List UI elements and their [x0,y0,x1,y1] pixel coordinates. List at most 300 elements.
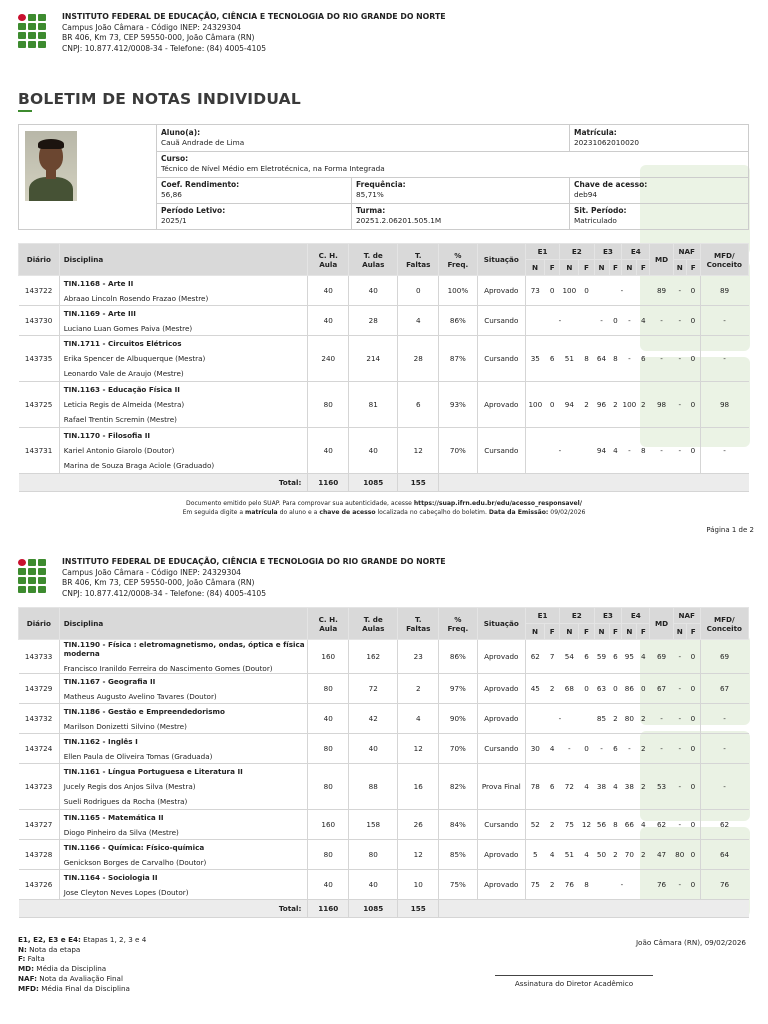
naf-grade: - [673,810,686,840]
discipline-name: TIN.1711 - Circuitos Elétricos [63,339,182,348]
e1-e2-grades: - [525,306,594,336]
e1-faltas: 2 [545,674,560,704]
media-disciplina: 98 [650,382,674,428]
e2-faltas: 6 [579,640,594,674]
total-aulas: 1085 [349,474,398,492]
legend-item: MFD: Média Final da Disciplina [18,983,130,993]
carga-horaria: 240 [308,336,349,382]
carga-horaria: 80 [308,764,349,810]
e1-grade: 45 [525,674,544,704]
frequency-percent: 90% [439,704,478,734]
carga-horaria: 80 [308,382,349,428]
subcol-n: N [560,624,579,640]
e2-faltas: 2 [579,382,594,428]
situation: Prova Final [477,764,525,810]
col-situacao: Situação [477,608,525,640]
professor-name: Marilson Donizetti Silvino (Mestre) [63,721,187,731]
table-row [19,704,749,734]
total-faltas: 10 [398,870,439,900]
period-cell [157,203,229,229]
total-aulas: 28 [349,306,398,336]
subcol-n: N [673,260,686,276]
discipline-cell [59,428,308,474]
e1-faltas: 4 [545,734,560,764]
e1-grade: 75 [525,870,544,900]
naf-grade: - [673,428,686,474]
carga-horaria: 40 [308,428,349,474]
total-aulas: 214 [349,336,398,382]
grades-table-page-2 [18,607,749,918]
diario-code: 143733 [19,640,60,674]
professor-name: Sueli Rodrigues da Rocha (Mestra) [63,797,188,806]
carga-horaria: 40 [308,276,349,306]
subcol-n: N [594,260,609,276]
subcol-n: N [560,260,579,276]
coef-cell [157,177,243,203]
e2-faltas: 12 [579,810,594,840]
subcol-f: F [579,260,594,276]
discipline-name: TIN.1163 - Educação Física II [63,385,180,394]
col-disciplina: Disciplina [59,244,308,276]
naf-faltas: 0 [686,674,700,704]
legend-item: NAF: Nota da Avaliação Final [18,973,123,983]
media-disciplina: 47 [650,840,674,870]
subcol-f: F [545,624,560,640]
e4-faltas: 4 [637,640,650,674]
e1-faltas: 2 [545,810,560,840]
e4-faltas: 2 [637,704,650,734]
media-final: 64 [700,840,748,870]
situation: Aprovado [477,870,525,900]
col-md: MD [650,608,674,640]
course-value: Técnico de Nível Médio em Eletrotécnica, na Forma Integrada [161,164,385,173]
discipline-name: TIN.1168 - Arte II [63,278,134,288]
student-info-box [18,124,749,230]
col-e1: E1 [525,608,559,624]
total-label: Total: [59,900,308,918]
discipline-name: TIN.1170 - Filosofia II [63,431,151,440]
media-disciplina: 53 [650,764,674,810]
media-final: 67 [700,674,748,704]
e4-faltas: 2 [637,734,650,764]
ifrn-logo [18,559,48,595]
professor-name: Luciano Luan Gomes Paiva (Mestre) [63,323,193,333]
professor-name: Jucely Regis dos Anjos Silva (Mestra) [63,782,196,791]
table-row [19,428,749,474]
discipline-name: TIN.1190 - Física : eletromagnetismo, ondas, óptica e física moderna [63,640,305,658]
e2-grade: - [560,734,579,764]
professor-name: Abraao Lincoln Rosendo Frazao (Mestre) [63,293,209,303]
e4-grade: 100 [622,382,637,428]
discipline-name: TIN.1167 - Geografia II [63,676,156,686]
e1-grade: 73 [525,276,544,306]
col-disciplina: Disciplina [59,608,308,640]
professor-name: Kariel Antonio Giarolo (Doutor) [63,446,175,455]
e3-grade: 64 [594,336,609,382]
frequency-percent: 70% [439,734,478,764]
situation: Cursando [477,734,525,764]
diario-code: 143725 [19,382,60,428]
e2-faltas: 8 [579,870,594,900]
e4-grade: - [622,306,637,336]
authenticity-footnote: Documento emitido pelo SUAP. Para comprovar sua autenticidade, acesse https://suap.ifrn.edu.br/edu/acesso_responsavel/ Em seguida digite a matrícula do aluno e a chave de acesso localizada no cabeçalho do boletim. Data da Emissão: 09/02/2026 [182,500,586,516]
total-aulas: 88 [349,764,398,810]
e3-e4-grades: - [594,870,650,900]
col-e1: E1 [525,244,559,260]
diario-code: 143731 [19,428,60,474]
e4-grade: 38 [622,764,637,810]
total-ch: 1160 [308,474,349,492]
e2-faltas: 4 [579,764,594,810]
naf-grade: - [673,382,686,428]
e1-grade: 78 [525,764,544,810]
subcol-n: N [622,260,637,276]
e4-faltas: 4 [637,306,650,336]
frequency-percent: 86% [439,640,478,674]
total-ch: 1160 [308,900,349,918]
naf-faltas: 0 [686,810,700,840]
situation: Aprovado [477,674,525,704]
naf-grade: - [673,870,686,900]
e1-e2-grades: - [525,704,594,734]
frequency-percent: 93% [439,382,478,428]
naf-faltas: 0 [686,382,700,428]
diario-code: 143735 [19,336,60,382]
diario-code: 143730 [19,306,60,336]
e1-faltas: 0 [545,276,560,306]
naf-grade: - [673,704,686,734]
subcol-n: N [525,260,544,276]
class-cell [352,203,445,229]
carga-horaria: 80 [308,674,349,704]
frequency-percent: 87% [439,336,478,382]
professor-name: Jose Cleyton Neves Lopes (Doutor) [63,887,189,897]
media-final: 98 [700,382,748,428]
professor-name: Matheus Augusto Avelino Tavares (Doutor) [63,691,217,701]
professor-name: Rafael Trentin Scremin (Mestre) [63,415,177,424]
e1-faltas: 2 [545,870,560,900]
diario-code: 143728 [19,840,60,870]
total-faltas: 4 [398,306,439,336]
e1-faltas: 6 [545,764,560,810]
e4-faltas: 2 [637,382,650,428]
total-row [19,474,749,492]
situation: Aprovado [477,382,525,428]
e3-faltas: 0 [609,674,622,704]
media-final: - [700,428,748,474]
subcol-f: F [686,624,700,640]
carga-horaria: 40 [308,704,349,734]
total-faltas: 155 [398,474,439,492]
media-disciplina: 62 [650,810,674,840]
coef-value: 56,86 [161,190,182,199]
total-faltas: 6 [398,382,439,428]
situation: Cursando [477,336,525,382]
grades-table-page-1 [18,243,749,492]
carga-horaria: 160 [308,810,349,840]
situation: Cursando [477,810,525,840]
diario-code: 143723 [19,764,60,810]
period-label: Período Letivo: [161,206,226,215]
discipline-name: TIN.1166 - Química: Físico-química [63,842,205,852]
table-row [19,306,749,336]
e3-faltas: 8 [609,336,622,382]
col-mfd: MFD/ Conceito [700,244,748,276]
col-e3: E3 [594,608,622,624]
diario-code: 143729 [19,674,60,704]
carga-horaria: 80 [308,840,349,870]
e4-grade: 66 [622,810,637,840]
discipline-cell [59,382,308,428]
e2-faltas: 8 [579,336,594,382]
discipline-cell [59,336,308,382]
subcol-f: F [609,624,622,640]
media-disciplina: - [650,734,674,764]
e3-grade: - [594,306,609,336]
e2-grade: 75 [560,810,579,840]
suap-link[interactable]: https://suap.ifrn.edu.br/edu/acesso_responsavel/ [413,500,582,507]
frequency-percent: 100% [439,276,478,306]
carga-horaria: 40 [308,870,349,900]
e2-faltas: 0 [579,276,594,306]
discipline-name: TIN.1164 - Sociologia II [63,872,158,882]
e4-grade: - [622,734,637,764]
course-cell [157,151,389,177]
e3-e4-grades: - [594,276,650,306]
e3-faltas: 6 [609,734,622,764]
e4-faltas: 8 [637,428,650,474]
e2-grade: 72 [560,764,579,810]
table-row [19,382,749,428]
discipline-cell [59,276,308,306]
frequency-percent: 70% [439,428,478,474]
student-name-label: Aluno(a): [161,128,201,137]
address-info: BR 406, Km 73, CEP 59550-000, João Câmara (RN) [62,578,255,587]
e2-faltas: 0 [579,734,594,764]
total-faltas: 2 [398,674,439,704]
subcol-f: F [686,260,700,276]
frequency-percent: 84% [439,810,478,840]
discipline-name: TIN.1169 - Arte III [63,308,136,318]
situation: Aprovado [477,704,525,734]
e1-grade: 30 [525,734,544,764]
address-info: BR 406, Km 73, CEP 59550-000, João Câmara (RN) [62,33,255,42]
col-ch: C. H. Aula [308,608,349,640]
table-row [19,336,749,382]
media-final: 62 [700,810,748,840]
naf-grade: - [673,336,686,382]
col-freq: % Freq. [439,244,478,276]
e4-grade: 86 [622,674,637,704]
institution-name: INSTITUTO FEDERAL DE EDUCAÇÃO, CIÊNCIA E TECNOLOGIA DO RIO GRANDE DO NORTE [62,557,446,566]
media-disciplina: - [650,336,674,382]
coef-label: Coef. Rendimento: [161,180,240,189]
course-label: Curso: [161,154,189,163]
discipline-cell [59,306,308,336]
total-aulas: 40 [349,276,398,306]
naf-grade: - [673,276,686,306]
frequency-label: Frequência: [356,180,406,189]
e3-faltas: 4 [609,428,622,474]
col-naf: NAF [673,244,700,260]
e3-grade: 63 [594,674,609,704]
discipline-name: TIN.1161 - Língua Portuguesa e Literatura II [63,767,243,776]
discipline-cell [59,704,308,734]
subcol-f: F [637,624,650,640]
col-faltas: T. Faltas [398,244,439,276]
period-status-label: Sit. Período: [574,206,627,215]
media-disciplina: 76 [650,870,674,900]
total-aulas: 40 [349,870,398,900]
discipline-name: TIN.1162 - Inglês I [63,736,138,746]
e3-grade: 85 [594,704,609,734]
frequency-cell [352,177,410,203]
e2-grade: 100 [560,276,579,306]
e4-grade: 80 [622,704,637,734]
e3-faltas: 2 [609,840,622,870]
class-label: Turma: [356,206,386,215]
media-final: 89 [700,276,748,306]
e1-e2-grades: - [525,428,594,474]
subcol-n: N [594,624,609,640]
total-faltas: 12 [398,840,439,870]
frequency-percent: 97% [439,674,478,704]
e1-grade: 5 [525,840,544,870]
naf-faltas: 0 [686,336,700,382]
subcol-f: F [579,624,594,640]
naf-faltas: 0 [686,640,700,674]
col-situacao: Situação [477,244,525,276]
naf-faltas: 0 [686,870,700,900]
total-aulas: 40 [349,734,398,764]
total-aulas: 1085 [349,900,398,918]
col-diario: Diário [19,608,60,640]
e1-faltas: 4 [545,840,560,870]
signature-line [495,975,653,976]
col-freq: % Freq. [439,608,478,640]
professor-name: Leonardo Vale de Araujo (Mestre) [63,369,184,378]
professor-name: Genickson Borges de Carvalho (Doutor) [63,857,207,867]
col-naf: NAF [673,608,700,624]
carga-horaria: 40 [308,306,349,336]
e3-faltas: 2 [609,382,622,428]
discipline-cell [59,764,308,810]
legend-item: N: Nota da etapa [18,944,81,954]
campus-info: Campus João Câmara - Código INEP: 24329304 [62,22,241,32]
e3-faltas: 8 [609,810,622,840]
professor-name: Marina de Souza Braga Aciole (Graduado) [63,461,215,470]
professor-name: Diogo Pinheiro da Silva (Mestre) [63,827,179,837]
professor-name: Erika Spencer de Albuquerque (Mestra) [63,354,206,363]
total-faltas: 16 [398,764,439,810]
naf-grade: 80 [673,840,686,870]
col-md: MD [650,244,674,276]
naf-faltas: 0 [686,704,700,734]
e2-grade: 54 [560,640,579,674]
matricula-cell [570,125,643,151]
subcol-f: F [637,260,650,276]
institution-header [18,12,446,54]
col-total-aulas: T. de Aulas [349,244,398,276]
discipline-cell [59,734,308,764]
institution-header [18,557,446,599]
discipline-cell [59,810,308,840]
table-row [19,674,749,704]
situation: Cursando [477,428,525,474]
total-aulas: 42 [349,704,398,734]
e2-grade: 51 [560,336,579,382]
media-disciplina: - [650,306,674,336]
period-value: 2025/1 [161,216,187,225]
media-disciplina: 69 [650,640,674,674]
diario-code: 143726 [19,870,60,900]
subcol-f: F [609,260,622,276]
e3-grade: 56 [594,810,609,840]
legend-item: E1, E2, E3 e E4: Etapas 1, 2, 3 e 4 [18,935,147,944]
professor-name: Francisco Iranildo Ferreira do Nascimento Gomes (Doutor) [63,664,273,673]
naf-grade: - [673,674,686,704]
place-date: João Câmara (RN), 09/02/2026 [635,938,746,947]
diario-code: 143727 [19,810,60,840]
document-title: BOLETIM DE NOTAS INDIVIDUAL [18,90,301,108]
e3-faltas: 0 [609,306,622,336]
access-key-label: Chave de acesso: [574,180,648,189]
col-total-aulas: T. de Aulas [349,608,398,640]
e3-faltas: 6 [609,640,622,674]
period-status-value: Matriculado [574,216,617,225]
table-row [19,276,749,306]
e3-grade: 59 [594,640,609,674]
table-row [19,870,749,900]
naf-faltas: 0 [686,276,700,306]
naf-grade: - [673,306,686,336]
situation: Aprovado [477,276,525,306]
subcol-f: F [545,260,560,276]
e1-faltas: 0 [545,382,560,428]
e4-grade: 70 [622,840,637,870]
institution-name: INSTITUTO FEDERAL DE EDUCAÇÃO, CIÊNCIA E TECNOLOGIA DO RIO GRANDE DO NORTE [62,12,446,21]
contact-info: CNPJ: 10.877.412/0008-34 - Telefone: (84) 4005-4105 [62,588,267,598]
e4-faltas: 2 [637,840,650,870]
col-mfd: MFD/ Conceito [700,608,748,640]
e2-faltas: 0 [579,674,594,704]
total-faltas: 12 [398,734,439,764]
naf-grade: - [673,640,686,674]
total-row [19,900,749,918]
media-disciplina: 89 [650,276,674,306]
total-faltas: 26 [398,810,439,840]
col-diario: Diário [19,244,60,276]
ifrn-logo [18,14,48,50]
diario-code: 143724 [19,734,60,764]
e3-grade: 50 [594,840,609,870]
student-name: Cauã Andrade de Lima [161,138,245,147]
total-faltas: 155 [398,900,439,918]
total-faltas: 4 [398,704,439,734]
discipline-cell [59,640,308,674]
situation: Aprovado [477,840,525,870]
col-e4: E4 [622,608,650,624]
naf-faltas: 0 [686,306,700,336]
e3-grade: 96 [594,382,609,428]
student-name-cell [157,125,248,151]
col-e2: E2 [560,244,594,260]
legend-item: MD: Média da Disciplina [18,964,107,974]
media-disciplina: - [650,428,674,474]
period-status-cell [570,203,631,229]
e3-grade: - [594,734,609,764]
legend-item: F: Falta [18,954,45,964]
